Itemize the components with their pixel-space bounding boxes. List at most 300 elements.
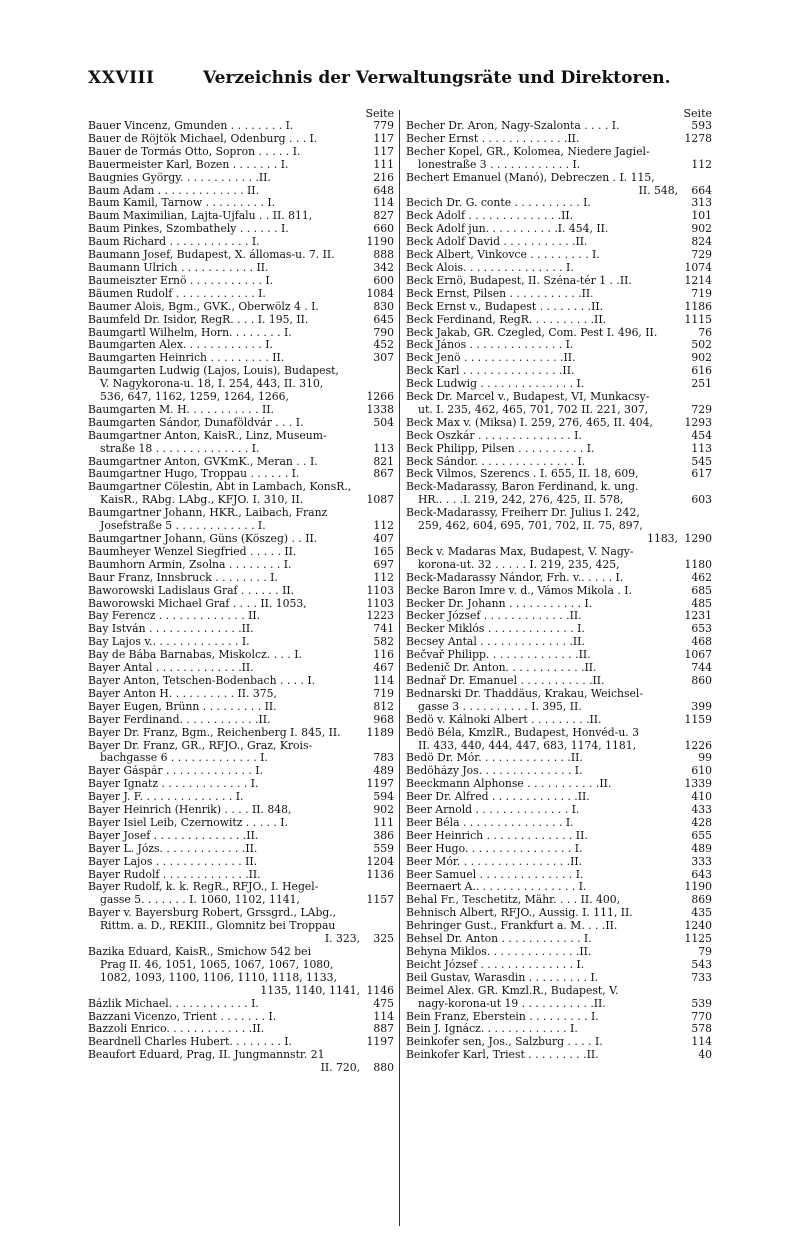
entry-page: 653 [691,622,712,636]
entry-page: 435 [691,906,712,920]
entry-text: Bauer de Tormás Otto, Sopron . . . . . I. [88,145,301,158]
entry-text: Bayer Dr. Franz, GR., RFJO., Graz, Krois- [88,739,313,752]
entry-text: Behal Fr., Teschetitz, Mähr. . . . II. 400, [406,894,621,907]
entry-text: Becker József . . . . . . . . . . . . .II. [406,610,582,623]
entry-page: 1338 [366,402,394,416]
index-entry [88,352,394,365]
index-entry [406,933,712,946]
entry-page: 1159 [684,712,712,726]
entry-page: 860 [691,673,712,687]
entry-page: 410 [691,790,712,804]
index-entry [406,778,712,791]
entry-page: 827 [373,209,394,223]
entry-text: Baum Pinkes, Szombathely . . . . . . I. [88,223,289,236]
index-entry [88,546,394,559]
index-entry [88,197,394,210]
entry-text: HR.. . . .I. 219, 242, 276, 425, II. 578, [418,494,624,507]
index-entry [406,752,712,765]
entry-page: 1204 [366,854,394,868]
index-entry [406,907,712,920]
entry-text: V. Nagykorona-u. 18, I. 254, 443, II. 310, [100,378,324,391]
index-entry [406,236,712,249]
entry-text: Bayer Isiel Leib, Czernowitz . . . . . I. [88,816,288,829]
entry-page: 1067 [684,648,712,662]
entry-page: 594 [373,790,394,804]
entry-page: 76 [698,325,712,339]
entry-text: Baumgarten M. H. . . . . . . . . . . II. [88,403,274,416]
entry-text: Beck János . . . . . . . . . . . . . . I. [406,339,574,352]
entry-page: 116 [373,648,394,662]
index-entry [406,133,712,146]
page-title: Verzeichnis der Verwaltungsräte und Direktoren. [203,68,671,88]
entry-page: 1074 [684,260,712,274]
index-entry [406,804,712,817]
entry-text: Bauer Vincenz, Gmunden . . . . . . . . I. [88,120,294,132]
index-entry [88,636,394,649]
entry-page: 790 [373,325,394,339]
index-entry [406,507,712,520]
entry-text: Beck Jenö . . . . . . . . . . . . . . .II. [406,352,576,365]
entry-text: Bayer J. F. . . . . . . . . . . . . . I. [88,791,244,804]
entry-page: 578 [691,1022,712,1036]
index-entry [406,701,712,714]
entry-page: 1157 [366,893,394,907]
entry-text: Beck Ludwig . . . . . . . . . . . . . . I. [406,378,585,391]
entry-text: Rittm. a. D., REKIII., Glomnitz bei Troppau [100,920,336,933]
index-entry [406,185,712,198]
entry-text: II. 548, [638,184,678,197]
entry-page: 1190 [684,880,712,894]
entry-page: 902 [691,222,712,236]
entry-text: Beck-Madarassy, Freiherr Dr. Julius I. 242, [406,507,640,520]
index-entry [88,701,394,714]
entry-page: 821 [373,454,394,468]
entry-text: Bednař Dr. Emanuel . . . . . . . . . . .II. [406,674,605,687]
entry-page: 867 [373,467,394,481]
entry-page: 117 [373,144,394,158]
index-entry [406,869,712,882]
entry-page: 744 [691,661,712,675]
entry-text: Bayer Heinrich (Henrik) . . . . II. 848, [88,804,292,817]
index-entry [406,727,712,740]
right-seite-label: Seite [683,107,712,120]
entry-text: gasse 5. . . . . . . I. 1060, 1102, 1141, [100,894,300,907]
entry-text: Bäumen Rudolf . . . . . . . . . . . . I. [88,287,266,300]
index-entry [88,185,394,198]
entry-text: Bedöházy Jos. . . . . . . . . . . . . . I. [406,765,583,778]
entry-page: 968 [373,712,394,726]
index-entry [406,120,712,133]
entry-page: 113 [691,441,712,455]
index-entry [406,197,712,210]
entry-page: 779 [373,119,394,132]
entry-page: 719 [691,286,712,300]
entry-text: Bedö v. Kálnoki Albert . . . . . . . . .II. [406,713,602,726]
index-entry [88,572,394,585]
index-entry [406,623,712,636]
entry-text: Beinkofer Karl, Triest . . . . . . . . .II. [406,1049,599,1062]
entry-page: 462 [691,570,712,584]
entry-text: Behringer Gust., Frankfurt a. M. . . .II. [406,920,618,933]
entry-text: Bázlik Michael. . . . . . . . . . . . I. [88,997,259,1010]
entry-text: Beck Ernst v., Budapest . . . . . . . .II. [406,300,604,313]
entry-text: 1082, 1093, 1100, 1106, 1110, 1118, 1133, [100,971,337,984]
entry-text: nagy-korona-ut 19 . . . . . . . . . . .II. [418,997,606,1010]
index-entry [88,159,394,172]
entry-text: Beer Béla . . . . . . . . . . . . . . . I. [406,816,574,829]
entry-page: 610 [691,764,712,778]
index-entry [406,572,712,585]
entry-text: gasse 3 . . . . . . . . . . I. 395, II. [418,700,582,713]
index-entry [88,830,394,843]
index-entry [406,314,712,327]
index-entry [88,1023,394,1036]
index-entry [88,662,394,675]
entry-page: 1125 [684,932,712,946]
entry-text: Beer Hugo. . . . . . . . . . . . . . . . I. [406,842,583,855]
entry-text: Beck Ferdinand, RegR. . . . . . . . . .II. [406,313,607,326]
entry-page: 428 [691,815,712,829]
index-entry [406,856,712,869]
entry-text: Beinkofer sen, Jos., Salzburg . . . . I. [406,1036,603,1049]
index-entry [406,585,712,598]
entry-text: Bedenič Dr. Anton. . . . . . . . . . . .II. [406,662,597,675]
index-entry [88,1049,394,1062]
index-entry [406,533,712,546]
entry-text: Baugnies György. . . . . . . . . . . .II. [88,171,271,184]
left-seite-label: Seite [365,107,394,120]
entry-text: Beck v. Madaras Max, Budapest, V. Nagy- [406,545,634,558]
entry-text: Bayer Eugen, Brünn . . . . . . . . . II. [88,700,277,713]
entry-page: 101 [691,209,712,223]
index-entry [88,301,394,314]
index-entry [88,843,394,856]
index-entry [406,791,712,804]
entry-text: Bay Lajos v.. . . . . . . . . . . . . I. [88,636,250,649]
index-entry [406,946,712,959]
index-entry [406,391,712,404]
index-entry [406,765,712,778]
entry-text: Baumgartner Hugo, Troppau . . . . . . I. [88,468,300,481]
index-entry [406,456,712,469]
entry-text: II. 720, [320,1062,360,1075]
entry-page: 117 [373,131,394,145]
index-entry [88,262,394,275]
entry-page: 741 [373,622,394,636]
index-entry [88,339,394,352]
index-entry [88,998,394,1011]
index-entry [88,817,394,830]
entry-page: 902 [691,351,712,365]
entry-page: 1339 [684,777,712,791]
entry-text: Beaufort Eduard, Prag, II. Jungmannstr. 21 [88,1049,325,1062]
index-entry [88,972,394,985]
entry-page: 1084 [366,286,394,300]
entry-page: 99 [698,751,712,765]
entry-page: 407 [373,532,394,545]
entry-text: Beck Sándor. . . . . . . . . . . . . . . I. [406,455,586,468]
entry-text: Bednarski Dr. Thaddäus, Krakau, Weichsel- [406,687,644,700]
index-entry [88,740,394,753]
entry-text: Bauermeister Karl, Bozen . . . . . . . I. [88,158,289,171]
entry-page: 697 [373,557,394,571]
entry-text: 536, 647, 1162, 1259, 1264, 1266, [100,391,289,404]
entry-text: Beck Jakab, GR. Czegled, Com. Pest I. 496, II. [406,326,658,339]
entry-text: ut. I. 235, 462, 465, 701, 702 II. 221, 307, [418,403,649,416]
index-entry [406,1011,712,1024]
entry-page: 1103 [366,583,394,597]
entry-text: Baumgartner Johann, Güns (Köszeg) . . II. [88,533,318,545]
entry-page: 114 [373,196,394,210]
index-entry [88,920,394,933]
index-entry [88,507,394,520]
index-entry [406,275,712,288]
entry-text: I. 323, [324,933,360,946]
entry-text: Baumgarten Heinrich . . . . . . . . . II. [88,352,285,365]
index-entry [406,172,712,185]
index-entry [88,791,394,804]
index-entry [406,1023,712,1036]
entry-text: Beck Philipp, Pilsen . . . . . . . . . . I. [406,442,595,455]
entry-page: 333 [691,854,712,868]
entry-page: 660 [373,222,394,236]
entry-text: Baumgartner Anton, KaisR., Linz, Museum- [88,429,327,442]
entry-page: 1240 [684,919,712,933]
entry-page: 112 [373,519,394,533]
entry-text: Baumgarten Alex. . . . . . . . . . . . I. [88,339,273,352]
entry-text: II. 433, 440, 444, 447, 683, 1174, 1181, [418,739,637,752]
entry-page: 1146 [366,983,394,997]
index-entry [88,520,394,533]
entry-page: 433 [691,803,712,817]
entry-page: 729 [691,248,712,262]
entry-page: 40 [698,1048,712,1062]
entry-page: 114 [373,1009,394,1023]
index-entry [88,765,394,778]
entry-text: korona-ut. 32 . . . . . I. 219, 235, 425, [418,558,620,571]
entry-text: KaisR., RAbg. LAbg., KFJO. I. 310, II. [100,494,304,507]
entry-text: Baum Adam . . . . . . . . . . . . . II. [88,184,260,197]
index-entry [406,404,712,417]
index-entry [88,223,394,236]
entry-page: 1190 [366,235,394,249]
entry-page: 504 [373,415,394,429]
entry-text: Baworowski Ladislaus Graf . . . . . . II. [88,584,295,597]
column-divider [399,110,400,1226]
index-entry [88,649,394,662]
entry-text: Bayer Rudolf, k. k. RegR., RFJO., I. Hegel- [88,881,319,894]
index-entry [88,869,394,882]
entry-text: Bayer Gáspár . . . . . . . . . . . . . I. [88,765,263,778]
entry-text: Bedö Béla, KmzlR., Budapest, Honvéd-u. 3 [406,726,640,739]
entry-page: 733 [691,970,712,984]
entry-page: 489 [373,764,394,778]
entry-text: Bayer Rudolf . . . . . . . . . . . . .II. [88,868,261,881]
entry-page: 582 [373,635,394,649]
entry-text: Bayer Anton, Tetschen-Bodenbach . . . . I. [88,674,316,687]
entry-text: Beck Albert, Vinkovce . . . . . . . . . I. [406,249,600,262]
index-entry [88,675,394,688]
entry-text: Beer Samuel . . . . . . . . . . . . . . I. [406,868,584,881]
entry-text: Beil Gustav, Warasdin . . . . . . . . . I. [406,971,599,984]
entry-page: 485 [691,596,712,610]
entry-page: 114 [691,1035,712,1049]
index-entry [88,946,394,959]
index-entry [88,752,394,765]
index-entry [88,120,394,133]
index-entry [406,262,712,275]
index-entry [88,881,394,894]
entry-text: Bayer Ignatz . . . . . . . . . . . . . I. [88,778,259,791]
entry-text: Bayer v. Bayersburg Robert, Grssgrd., LAbg., [88,907,337,920]
entry-text: Beardnell Charles Hubert. . . . . . . . I. [88,1036,292,1049]
index-entry [88,894,394,907]
entry-page: 111 [373,815,394,829]
index-entry [88,1036,394,1049]
entry-text: Beck-Madarassy Nándor, Frh. v.. . . . . I. [406,571,624,584]
entry-page: 1290 [684,532,712,545]
entry-text: Baumgartner Anton, GVKmK., Meran . . I. [88,455,318,468]
index-entry [88,146,394,159]
entry-text: Beck Adolf . . . . . . . . . . . . . .II. [406,210,574,223]
entry-text: Beer Arnold . . . . . . . . . . . . . . I. [406,804,580,817]
entry-text: Behsel Dr. Anton . . . . . . . . . . . . I. [406,933,592,946]
index-entry [88,391,394,404]
index-entry [88,314,394,327]
entry-page: 165 [373,544,394,558]
entry-page: 869 [691,893,712,907]
entry-text: Bedö Dr. Mór. . . . . . . . . . . . . .II. [406,752,583,765]
index-entry [88,778,394,791]
index-entry [88,533,394,546]
entry-text: Becke Baron Imre v. d., Vámos Mikola . I. [406,584,632,597]
entry-page: 467 [373,661,394,675]
entry-text: Beck Alois. . . . . . . . . . . . . . . I. [406,261,574,274]
entry-page: 386 [373,828,394,842]
index-entry [406,378,712,391]
entry-text: Beck Ernst, Pilsen . . . . . . . . . . .II. [406,287,594,300]
entry-page: 112 [691,157,712,171]
entry-text: 259, 462, 604, 695, 701, 702, II. 75, 897, [418,520,643,533]
entry-page: 830 [373,299,394,313]
index-entry [88,327,394,340]
index-entry [88,365,394,378]
entry-page: 603 [691,493,712,507]
index-entry [88,443,394,456]
index-entry [406,688,712,701]
entry-text: lonestraße 3 . . . . . . . . . . . . I. [418,158,581,171]
entry-text: Baumgartner Johann, HKR., Laibach, Franz [88,507,328,520]
entry-text: Bayer Antal . . . . . . . . . . . . .II. [88,662,254,675]
entry-text: Bayer Lajos . . . . . . . . . . . . . II. [88,855,258,868]
entry-text: 1135, 1140, 1141, [260,984,360,997]
entry-page: 114 [373,673,394,687]
index-entry [88,456,394,469]
entry-text: Beer Heinrich . . . . . . . . . . . . . II. [406,829,588,842]
entry-page: 1278 [684,131,712,145]
index-entry [406,468,712,481]
index-entry [88,172,394,185]
entry-text: Bečvař Philipp. . . . . . . . . . . . . .II. [406,649,591,662]
entry-page: 1103 [366,596,394,610]
entry-page: 902 [373,803,394,817]
index-entry [406,159,712,172]
entry-text: Beimel Alex. GR. Kmzl.R., Budapest, V. [406,984,619,997]
entry-text: Baumgarten Sándor, Dunaföldvár . . . I. [88,416,304,429]
entry-page: 539 [691,996,712,1010]
entry-text: 1183, [647,533,678,545]
index-entry [406,559,712,572]
index-entry [88,275,394,288]
entry-page: 251 [691,377,712,391]
entry-text: Beck Oszkár . . . . . . . . . . . . . . I. [406,429,582,442]
entry-page: 1293 [684,415,712,429]
entry-text: Bayer L. Józs. . . . . . . . . . . . .II. [88,842,258,855]
index-entry [406,249,712,262]
index-entry [88,378,394,391]
index-entry [406,662,712,675]
index-entry [406,546,712,559]
entry-page: 1115 [684,312,712,326]
entry-page: 489 [691,841,712,855]
index-entry [406,649,712,662]
entry-text: Becher Ernst . . . . . . . . . . . . .II. [406,132,580,145]
entry-text: Becich Dr. G. conte . . . . . . . . . . I. [406,197,591,210]
index-entry [406,481,712,494]
index-entry [406,494,712,507]
index-entry [88,249,394,262]
entry-page: 616 [691,364,712,378]
index-entry [88,804,394,817]
entry-page: 643 [691,867,712,881]
entry-text: Baumeiszter Ernö . . . . . . . . . . . I. [88,274,274,287]
index-entry [88,404,394,417]
entry-page: 1223 [366,609,394,623]
index-entry [88,559,394,572]
index-entry [88,610,394,623]
index-entry [88,598,394,611]
entry-text: Baumer Alois, Bgm., GVK., Oberwölz 4 . I. [88,300,319,313]
entry-text: Becher Kopel, GR., Kolomea, Niedere Jagiel- [406,145,650,158]
index-entry [88,714,394,727]
index-entry [406,210,712,223]
index-entry [406,146,712,159]
entry-text: Bechert Emanuel (Manó), Debreczen . I. 115, [406,171,655,184]
entry-page: 888 [373,248,394,262]
entry-text: Baumfeld Dr. Isidor, RegR. . . . I. 195, II. [88,313,309,326]
page-header [88,68,712,94]
index-entry [406,675,712,688]
entry-text: Baumann Ulrich . . . . . . . . . . . II. [88,261,269,274]
entry-text: Bay de Bába Barnabas, Miskolcz. . . . I. [88,649,302,662]
index-entry [406,1049,712,1062]
index-entry [88,727,394,740]
index-entry [88,236,394,249]
index-entry [88,133,394,146]
entry-page: 812 [373,699,394,713]
index-entry [88,585,394,598]
entry-text: Beck Dr. Marcel v., Budapest, VI, Munkacsy- [406,391,650,404]
entry-text: Beer Mór. . . . . . . . . . . . . . . . .II. [406,855,583,868]
index-entry [88,494,394,507]
entry-page: 770 [691,1009,712,1023]
entry-page: 593 [691,119,712,132]
index-entry [88,933,394,946]
entry-page: 1197 [366,777,394,791]
entry-text: Beck-Madarassy, Baron Ferdinand, k. ung. [406,481,639,494]
entry-text: Beicht József . . . . . . . . . . . . . . I. [406,958,585,971]
entry-text: Bein J. Ignácz. . . . . . . . . . . . . I. [406,1023,578,1036]
